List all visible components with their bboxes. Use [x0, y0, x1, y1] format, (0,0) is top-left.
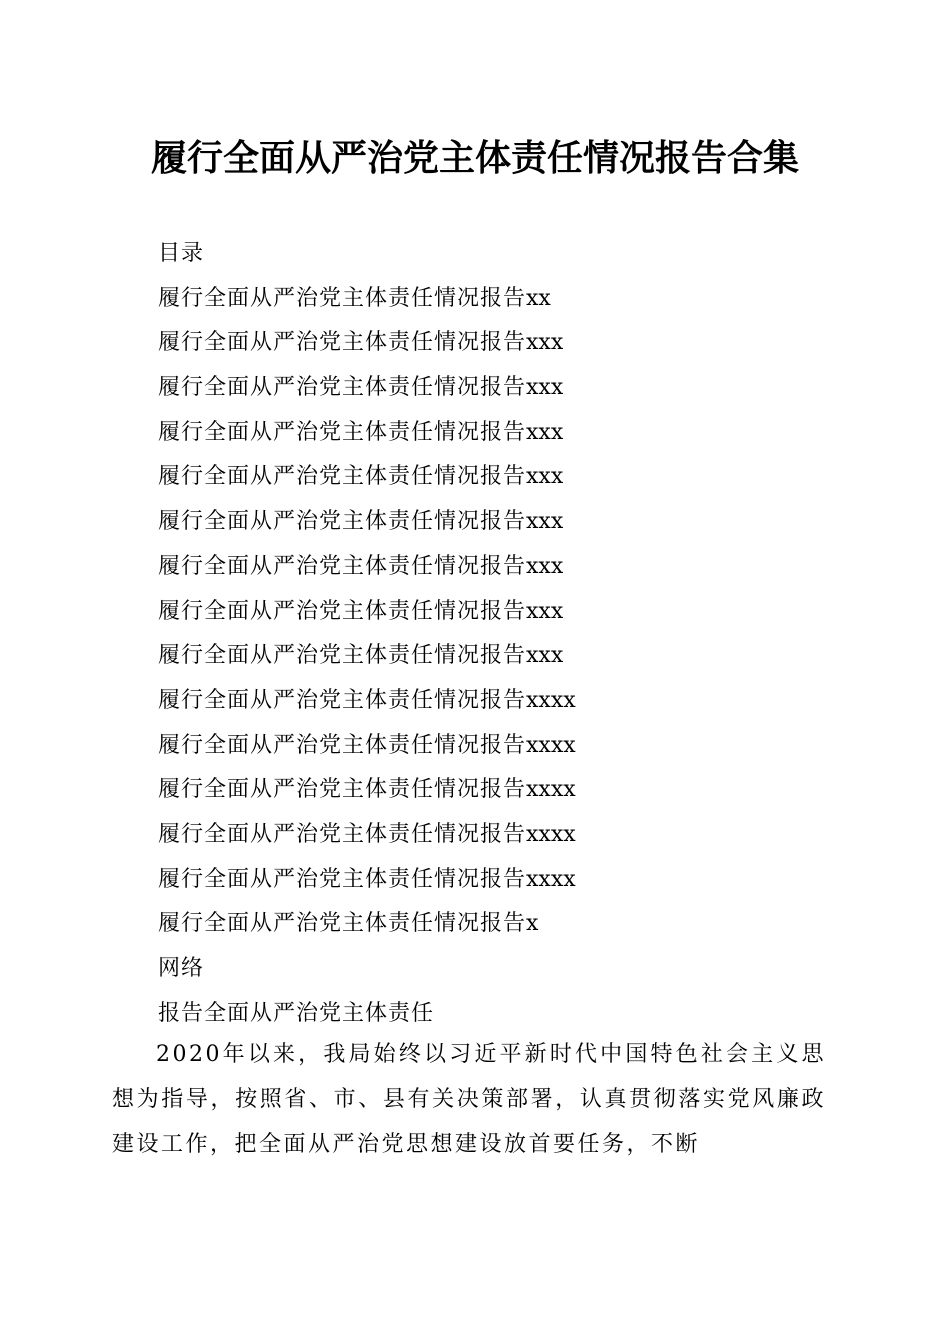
document-title: 履行全面从严治党主体责任情况报告合集 — [150, 137, 799, 179]
toc-item-title: 履行全面从严治党主体责任情况报告 — [158, 821, 527, 847]
toc-item-page: xxxx — [526, 687, 576, 713]
toc-item — [158, 411, 858, 456]
toc-item — [158, 858, 858, 903]
toc-item-title: 履行全面从严治党主体责任情况报告 — [158, 643, 527, 669]
source-label: 网络 — [158, 956, 205, 981]
toc-item-title: 履行全面从严治党主体责任情况报告 — [158, 687, 527, 713]
toc-item — [158, 902, 858, 947]
toc-item-page: xxx — [526, 375, 564, 401]
toc-item-page: xxxx — [526, 866, 576, 892]
toc-item — [158, 813, 858, 858]
toc-item — [158, 545, 858, 590]
toc-item-page: xxxx — [526, 821, 576, 847]
toc-item-page: x — [526, 911, 539, 937]
toc-item — [158, 724, 858, 769]
toc-item-page: xxx — [526, 330, 564, 356]
toc-item-page: xxx — [526, 509, 564, 535]
toc-heading: 目录 — [158, 241, 205, 266]
section-heading: 报告全面从严治党主体责任 — [158, 1000, 435, 1026]
toc-item-title: 履行全面从严治党主体责任情况报告 — [158, 553, 527, 579]
body-paragraph: 2020年以来，我局始终以习近平新时代中国特色社会主义思想为指导，按照省、市、县有关决策部署，认真贯彻落实党风廉政建设工作，把全面从严治党思想建设放首要任务，不断 — [112, 1042, 826, 1157]
toc-item-page: xxx — [526, 419, 564, 445]
toc-item — [158, 321, 858, 366]
toc-item-page: xxxx — [526, 732, 576, 758]
toc-list — [158, 277, 858, 947]
toc-item-title: 履行全面从严治党主体责任情况报告 — [158, 777, 527, 803]
toc-item — [158, 768, 858, 813]
toc-item-title: 履行全面从严治党主体责任情况报告 — [158, 732, 527, 758]
toc-item-title: 履行全面从严治党主体责任情况报告 — [158, 330, 527, 356]
toc-item-title: 履行全面从严治党主体责任情况报告 — [158, 419, 527, 445]
toc-item — [158, 455, 858, 500]
toc-item-page: xxx — [526, 464, 564, 490]
toc-item — [158, 366, 858, 411]
toc-item-page: xxx — [526, 553, 564, 579]
toc-item — [158, 679, 858, 724]
toc-item-page: xxx — [526, 598, 564, 624]
toc-item-page: xxxx — [526, 777, 576, 803]
toc-item-title: 履行全面从严治党主体责任情况报告 — [158, 375, 527, 401]
toc-item — [158, 590, 858, 635]
toc-item-page: xxx — [526, 643, 564, 669]
toc-item — [158, 277, 858, 322]
toc-item-title: 履行全面从严治党主体责任情况报告 — [158, 509, 527, 535]
toc-item-title: 履行全面从严治党主体责任情况报告 — [158, 464, 527, 490]
toc-item-title: 履行全面从严治党主体责任情况报告 — [158, 285, 527, 311]
toc-item — [158, 634, 858, 679]
toc-item-title: 履行全面从严治党主体责任情况报告 — [158, 866, 527, 892]
toc-item-title: 履行全面从严治党主体责任情况报告 — [158, 911, 527, 937]
toc-item-title: 履行全面从严治党主体责任情况报告 — [158, 598, 527, 624]
table-of-contents — [158, 232, 858, 1036]
toc-item-page: xx — [526, 285, 551, 311]
toc-item — [158, 500, 858, 545]
